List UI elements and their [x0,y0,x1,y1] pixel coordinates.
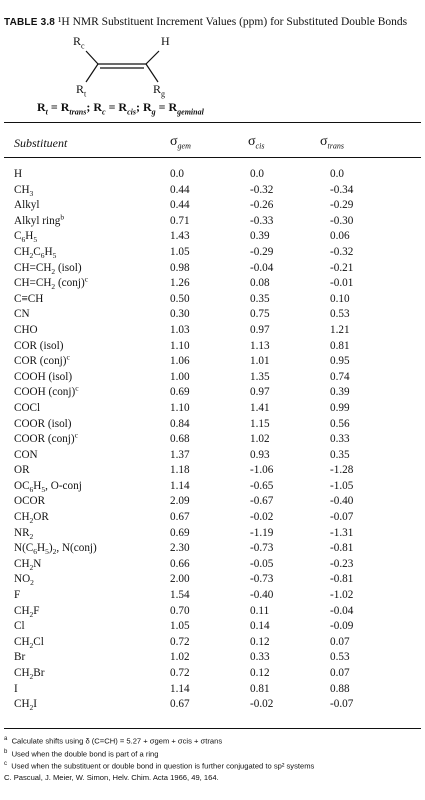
table-row [14,604,390,620]
table-row [14,666,390,682]
substituent-cell: $CH_2C_6H_5$ [14,245,57,261]
substituent-definition: $R_t = R_{trans}$; $R_c = R_{cis}$; $R_g = R_{geminal}$ [37,100,204,117]
sigma-trans-cell: -0.32 [330,245,354,258]
sigma-gem-cell: 0.70 [170,604,190,617]
substituent-cell: Alkyl ring$^b$ [14,212,65,227]
table-row [14,323,390,339]
table-row [14,697,390,713]
sigma-cis-cell: -0.02 [250,511,274,524]
table-row [14,432,390,448]
sigma-gem-cell: 0.68 [170,433,190,446]
table-row [14,385,390,401]
sigma-cis-cell: -0.33 [250,214,274,227]
sigma-gem-cell: 1.03 [170,323,190,336]
sigma-cis-cell: 0.97 [250,386,270,399]
table-caption: ¹H NMR Substituent Increment Values (ppm) for Substituted Double Bonds [57,16,408,28]
bottom-rule [4,728,421,729]
sigma-gem-cell: 0.72 [170,667,190,679]
sigma-trans-cell: 0.88 [330,682,350,695]
sigma-cis-cell: -1.19 [250,526,274,539]
substituent-cell: $CH_2F$ [14,604,40,619]
sigma-cis-cell: 1.15 [250,417,270,430]
source-citation: C. Pascual, J. Meier, W. Simon, Helv. Chim. Acta 1966, 49, 164. [4,772,219,782]
table-row [14,448,390,464]
table-title [4,16,424,28]
substituent-cell: $OC_6H_5$, O-conj [14,479,82,495]
rg-label: $R_g$ [153,82,166,99]
sigma-trans-cell: 0.35 [330,448,350,461]
table-row [14,588,390,604]
substituent-cell: COOH (conj)$^c$ [14,383,79,399]
table-row [14,682,390,698]
sigma-cis-cell: 0.33 [250,651,270,664]
table-row [14,292,390,308]
sigma-gem-cell: 1.18 [170,464,190,477]
table-row [14,354,390,370]
substituent-cell: C≡CH [14,292,44,305]
sigma-gem-cell: 1.05 [170,620,190,633]
sigma-trans-cell: -0.81 [330,542,354,555]
rc-label: $R_c$ [73,34,85,51]
substituent-cell: OR [14,464,30,477]
sigma-gem-cell: 1.05 [170,245,190,258]
table-row [14,214,390,230]
table-row [14,370,390,386]
header-sigma-trans: $\sigma_{trans}$ [320,134,344,151]
sigma-cis-cell: 0.93 [250,448,270,461]
sigma-cis-cell: -0.05 [250,557,274,570]
header-substituent: Substituent [14,136,68,150]
sigma-trans-cell: 0.74 [330,370,350,383]
sigma-gem-cell: 1.54 [170,589,190,602]
table-row [14,541,390,557]
sigma-trans-cell: -0.34 [330,183,354,196]
header-sigma-gem: $\sigma_{gem}$ [170,134,191,151]
substituent-cell: COOR (isol) [14,417,72,430]
rt-label: $R_t$ [76,82,87,99]
sigma-gem-cell: 0.67 [170,511,190,524]
sigma-trans-cell: 0.53 [330,308,350,321]
sigma-cis-cell: -0.02 [250,698,274,711]
sigma-cis-cell: 0.14 [250,620,270,633]
table-row [14,479,390,495]
sigma-gem-cell: 0.50 [170,292,190,305]
substituent-cell: COCl [14,401,41,414]
sigma-gem-cell: 0.44 [170,199,190,212]
sigma-gem-cell: 1.00 [170,370,190,383]
sigma-gem-cell: 0.0 [170,168,184,180]
sigma-gem-cell: 0.71 [170,214,190,227]
sigma-gem-cell: 0.66 [170,557,190,570]
sigma-trans-cell: -0.29 [330,199,354,212]
substituent-cell: CN [14,308,30,321]
table-row [14,526,390,542]
sigma-trans-cell: -1.05 [330,479,354,492]
substituent-cell: $NR_2$ [14,526,34,541]
sigma-gem-cell: 0.69 [170,526,190,539]
substituent-cell: Alkyl [14,199,40,212]
substituent-cell: OCOR [14,495,46,508]
sigma-gem-cell: 2.00 [170,573,190,586]
substituent-cell: COR (conj)$^c$ [14,352,70,368]
sigma-trans-cell: -0.23 [330,557,354,570]
sigma-gem-cell: 1.14 [170,479,190,492]
substituent-cell: $CH_2I$ [14,698,38,713]
sigma-trans-cell: -1.31 [330,526,354,539]
sigma-gem-cell: 0.67 [170,698,190,711]
sigma-trans-cell: 0.33 [330,433,350,446]
substituent-cell: $CH=CH_2$ (conj)$^c$ [14,274,89,292]
sigma-cis-cell: 0.12 [250,667,270,679]
substituent-cell: I [14,682,18,695]
sigma-cis-cell: -0.29 [250,245,274,258]
sigma-cis-cell: -1.06 [250,464,274,477]
table-row [14,650,390,666]
sigma-gem-cell: 1.06 [170,355,190,368]
sigma-trans-cell: 0.56 [330,417,350,430]
sigma-gem-cell: 0.69 [170,386,190,399]
footnote-b: $^b$ Used when the double bond is part of a ring [4,748,159,759]
sigma-cis-cell: 0.35 [250,292,270,305]
sigma-cis-cell: -0.04 [250,261,274,274]
sigma-cis-cell: 0.0 [250,168,264,180]
sigma-cis-cell: 0.39 [250,230,270,243]
table-row [14,261,390,277]
table-row [14,307,390,323]
table-row [14,167,390,183]
sigma-cis-cell: -0.32 [250,183,274,196]
substituent-cell: $CH_2Br$ [14,667,45,682]
sigma-gem-cell: 1.37 [170,448,190,461]
table-row [14,198,390,214]
substituent-cell: COR (isol) [14,339,64,352]
sigma-trans-cell: 0.39 [330,386,350,399]
sigma-cis-cell: 1.13 [250,339,270,352]
footnote-a: $^a$ Calculate shifts using δ (C=CH) = 5.27 + σgem + σcis + σtrans [4,736,223,746]
table-row [14,339,390,355]
table-row [14,463,390,479]
table-row [14,276,390,292]
sigma-cis-cell: -0.26 [250,199,274,212]
sigma-gem-cell: 1.14 [170,682,190,695]
header-sigma-cis: $\sigma_{cis}$ [248,134,265,151]
sigma-trans-cell: 0.0 [330,168,344,180]
sigma-gem-cell: 2.09 [170,495,190,508]
sigma-gem-cell: 0.84 [170,417,190,430]
footnotes [4,734,424,783]
sigma-trans-cell: -0.01 [330,277,354,290]
sigma-trans-cell: -0.07 [330,698,354,711]
table-number: TABLE 3.8 [4,17,56,28]
substituent-cell: $CH_2Cl$ [14,635,44,651]
substituent-cell: Cl [14,620,25,633]
substituent-cell: COOR (conj)$^c$ [14,430,78,446]
sigma-trans-cell: -1.28 [330,464,354,477]
sigma-cis-cell: -0.73 [250,573,274,586]
table-row [14,417,390,433]
table-row [14,635,390,651]
sigma-trans-cell: 0.81 [330,339,350,352]
sigma-trans-cell: 1.21 [330,323,350,336]
substituent-cell: COOH (isol) [14,370,73,383]
substituent-cell: CON [14,448,38,461]
table-row [14,619,390,635]
sigma-trans-cell: -0.07 [330,511,354,524]
sigma-gem-cell: 1.26 [170,277,190,290]
sigma-gem-cell: 0.72 [170,635,190,648]
substituent-cell: $CH_2OR$ [14,511,49,526]
sigma-cis-cell: -0.73 [250,542,274,555]
table-row [14,245,390,261]
table-row [14,183,390,199]
sigma-gem-cell: 2.30 [170,542,190,555]
table-row [14,229,390,245]
table-row [14,572,390,588]
sigma-cis-cell: 0.08 [250,277,270,290]
sigma-cis-cell: 0.97 [250,323,270,336]
sigma-trans-cell: 0.99 [330,401,350,414]
sigma-trans-cell: -0.21 [330,261,354,274]
sigma-cis-cell: -0.67 [250,495,274,508]
sigma-trans-cell: -0.09 [330,620,354,633]
substituent-cell: $CH=CH_2$ (isol) [14,261,82,276]
sigma-cis-cell: 0.12 [250,635,270,648]
sigma-trans-cell: 0.07 [330,667,350,679]
top-rule [4,122,421,123]
substituent-cell: F [14,589,21,602]
sigma-cis-cell: 0.81 [250,682,270,695]
substituent-cell: H [14,168,23,180]
sigma-cis-cell: 1.01 [250,355,270,368]
substituent-cell: $N(C_6H_5)_2$, N(conj) [14,542,97,557]
sigma-cis-cell: 0.11 [250,604,270,617]
sigma-trans-cell: -0.04 [330,604,354,617]
sigma-cis-cell: 0.75 [250,308,270,321]
sigma-cis-cell: -0.65 [250,479,274,492]
table-row [14,557,390,573]
sigma-trans-cell: 0.07 [330,635,350,648]
h-label: H [161,34,170,48]
sigma-gem-cell: 1.43 [170,230,190,243]
sigma-gem-cell: 0.98 [170,261,190,274]
substituent-cell: CHO [14,323,38,336]
table-row [14,401,390,417]
substituent-cell: $CH_2N$ [14,557,42,573]
sigma-gem-cell: 1.10 [170,339,190,352]
substituent-cell: $C_6H_5$ [14,230,38,245]
substituent-cell: $NO_2$ [14,573,34,588]
table-row [14,494,390,510]
sigma-trans-cell: 0.53 [330,651,350,664]
sigma-trans-cell: -1.02 [330,589,354,602]
sigma-cis-cell: 1.02 [250,433,270,446]
sigma-trans-cell: 0.95 [330,355,350,368]
sigma-trans-cell: -0.40 [330,495,354,508]
increment-table [14,167,390,713]
sigma-trans-cell: 0.06 [330,230,350,243]
sigma-cis-cell: 1.35 [250,370,270,383]
sigma-gem-cell: 0.44 [170,183,190,196]
substituent-cell: Br [14,651,26,664]
table-row [14,510,390,526]
sigma-cis-cell: -0.40 [250,589,274,602]
sigma-gem-cell: 1.02 [170,651,190,664]
sigma-cis-cell: 1.41 [250,401,270,414]
footnote-c: $^c$ Used when the substituent or double bond in question is further conjugated to sp² systems [4,761,315,771]
sigma-gem-cell: 1.10 [170,401,190,414]
header-rule [4,157,421,158]
substituent-cell: $CH_3$ [14,183,34,198]
sigma-trans-cell: 0.10 [330,292,350,305]
sigma-gem-cell: 0.30 [170,308,190,321]
sigma-trans-cell: -0.30 [330,214,354,227]
sigma-trans-cell: -0.81 [330,573,354,586]
